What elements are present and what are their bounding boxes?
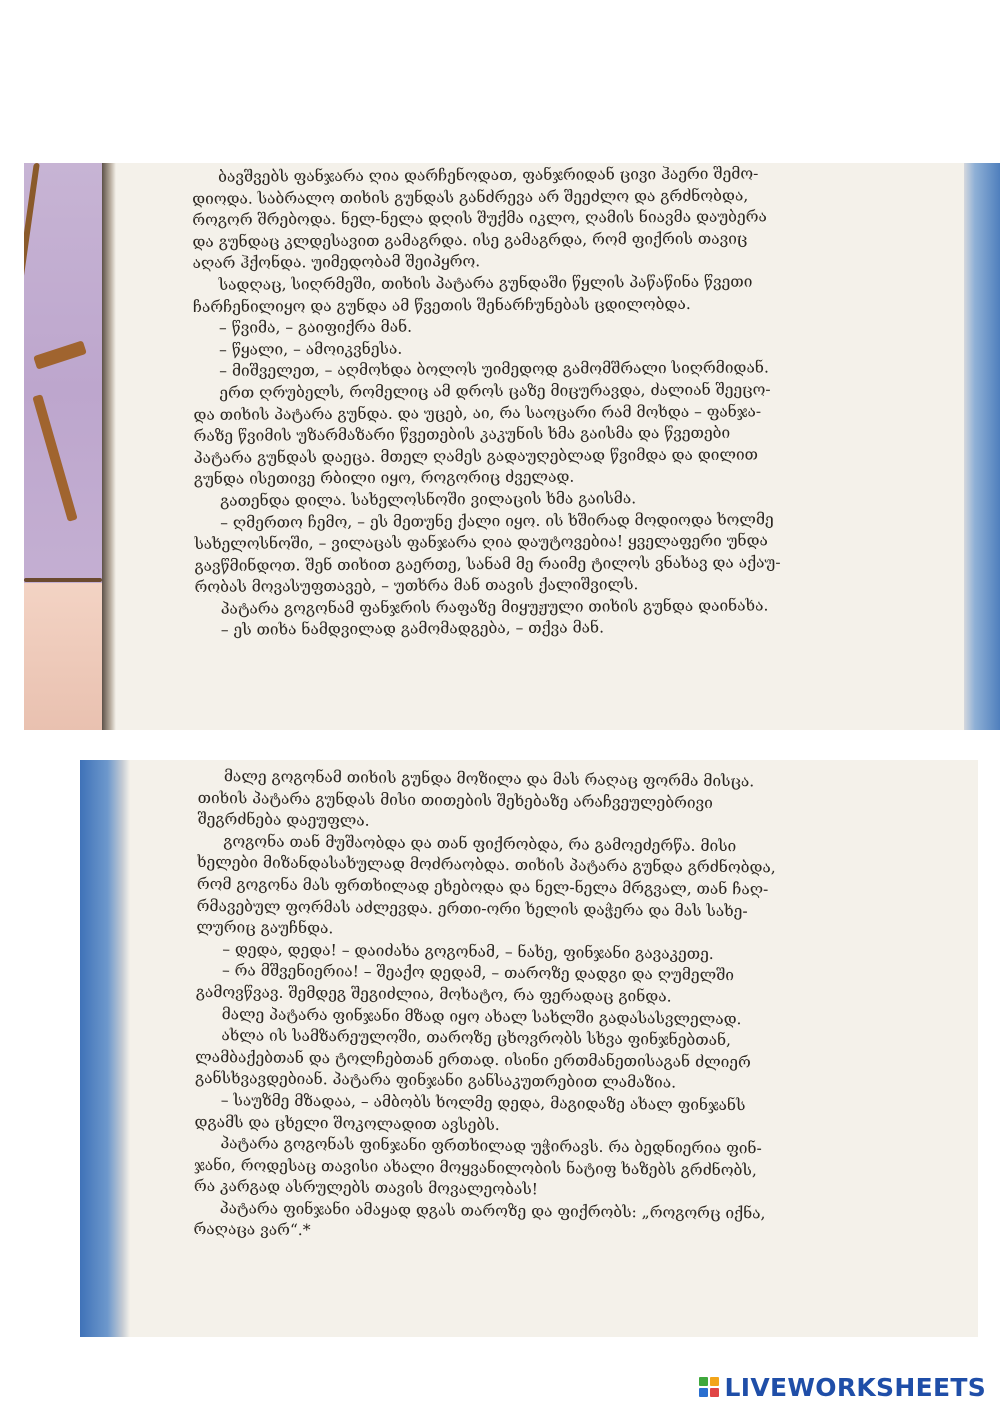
text-line: გათენდა დილა. სახელოსნოში ვილაცის ხმა გაისმა. <box>219 489 637 510</box>
text-line: რაზე წვიმის უზარმაზარი წვეთების კაკუნის ხმა გაისმა და წვეთები <box>193 423 731 446</box>
text-line: – წყალი, – ამოიკვნესა. <box>219 339 403 359</box>
story-text-bottom <box>193 766 978 1249</box>
text-line: გუნდა ისეთივე რბილი იყო, როგორიც ძველად. <box>193 467 575 489</box>
text-line: შეგრძნება დაეუფლა. <box>197 810 370 830</box>
book-cover-edge <box>964 163 1000 730</box>
logo-text: LIVEWORKSHEETS <box>724 1372 986 1402</box>
book-page-top <box>24 163 1000 730</box>
text-line: დგამს და ცხელი შოკოლადით ავსებს. <box>194 1112 500 1134</box>
text-line: სახელოსნოში, – ვილაცას ფანჯარა ღია დაუტოვებია! ყველაფერი უნდა <box>194 531 768 554</box>
logo-square <box>699 1388 708 1397</box>
text-line: რა კარგად ასრულებს თავის მოვალეობას! <box>193 1177 539 1199</box>
text-line: პატარა გოგონას ფინჯანი ფრთხილად უჭირავს. რა ბედნიერია ფინ- <box>220 1134 762 1158</box>
text-line: მალე პატარა ფინჯანი მზად იყო ახალ სახლში გადასასვლელად. <box>221 1004 742 1028</box>
text-line: გამოვწვავ. შემდეგ შეგიძლია, მოხატო, რა ფერადაც გინდა. <box>195 982 672 1006</box>
logo-square <box>699 1377 708 1386</box>
text-line: ხელები მიზანდასახულად მოძრაობდა. თიხის პატარა გუნდა გრძნობდა, <box>196 853 776 877</box>
text-line: პატარა ფინჯანი ამაყად დგას თაროზე და ფიქრობს: „როგორც იქნა, <box>219 1199 766 1223</box>
text-line: მალე გოგონამ თიხის გუნდა მოზილა და მას რაღაც ფორმა მისცა. <box>223 767 755 791</box>
text-line: რაღაცა ვარ“.* <box>193 1220 311 1240</box>
story-text-top <box>192 163 955 642</box>
text-line: აღარ ჰქონდა. უიმედობამ შეიპყრო. <box>192 252 481 273</box>
text-line: ბავშვებს ფანჯარა ღია დარჩენოდათ, ფანჯრიდან ცივი ჰაერი შემო- <box>218 164 759 186</box>
text-line: ახლა ის სამზარეულოში, თაროზე ცხოვრობს სხვა ფინჯნებთან, <box>221 1026 732 1050</box>
text-line: რომ გოგონა მას ფრთხილად ეხებოდა და ნელ-ნელა მრგვალ, თან ჩაღ- <box>196 874 769 899</box>
book-cover-edge <box>80 760 130 1337</box>
text-line: და თიხის პატარა გუნდა. და უცებ, აი, რა საოცარი რამ მოხდა – ფანჯა- <box>193 402 762 424</box>
text-line: და გუნდაც კლდესავით გამაგრდა. ისე გამაგრდა, რომ ფიქრის თავიც <box>192 229 748 251</box>
illustration-floor <box>24 583 102 730</box>
text-line: სადღაც, სიღრმეში, თიხის პატარა გუნდაში წყლის პაწაწინა წვეთი <box>218 272 753 294</box>
text-line: ერთ ღრუბელს, რომელიც ამ დროს ცაზე მიცურავდა, ძალიან შეეცო- <box>219 380 771 402</box>
text-line: – წვიმა, – გაიფიქრა მან. <box>218 317 413 337</box>
text-line: ლურიც გაუჩნდა. <box>196 918 334 938</box>
text-line: – ეს თიხა ნამდვილად გამომადგება, – თქვა მან. <box>220 618 605 640</box>
text-line: ჯანი, როდესაც თავისი ახალი მოყვანილობის ნატიფ ხაზებს გრძნობს, <box>194 1155 757 1180</box>
text-line: – რა მშვენიერია! – შეაქო დედამ, – თაროზე დადგი და ღუმელში <box>221 961 735 985</box>
text-line: როგორ შრებოდა. ნელ-ნელა დღის შუქმა იკლო, ღამის ნიავმა დაუბერა <box>192 207 767 230</box>
text-line: – საუზმე მზადაა, – ამბობს ხოლმე დედა, მაგიდაზე ახალ ფინჯანს <box>220 1091 746 1115</box>
text-line: განსხვავდებიან. პატარა ფინჯანი განსაკუთრებით ლამაზია. <box>194 1069 677 1092</box>
illustration-frame <box>24 163 40 303</box>
text-line: რობას მოვასუფთავებ, – უთხრა მან თავის ქალიშვილს. <box>194 575 639 597</box>
text-line: გავწმინდოთ. შენ თიხით გაერთე, სანამ მე რაიმე ტილოს ვნახავ და აქაუ- <box>194 553 781 575</box>
logo-square <box>710 1388 719 1397</box>
text-line: – ღმერთო ჩემო, – ეს მეთუნე ქალი იყო. ის ხშირად მოდიოდა ხოლმე <box>220 509 774 532</box>
text-line: – დედა, დედა! – დაიძახა გოგონამ, – ნახე, ფინჯანი გავაკეთე. <box>222 939 714 963</box>
text-line: თიხის პატარა გუნდას მისი თითების შეხებაზე არაჩვეულებრივი <box>197 788 713 812</box>
book-page-bottom <box>80 760 978 1337</box>
illustration-chair-leg <box>32 394 77 522</box>
logo-square <box>710 1377 719 1386</box>
text-line: დიოდა. საბრალო თიხის გუნდას განძრევა არ შეეძლო და გრძნობდა, <box>192 186 749 208</box>
illustration-floor-line <box>24 578 102 582</box>
text-line: ლამბაქებთან და ტოლჩებთან ერთად. ისინი ერთმანეთისაგან ძლიერ <box>195 1047 751 1072</box>
text-line: პატარა გუნდას დაეცა. მთელ ღამეს გადაუღებლად წვიმდა და დილით <box>193 445 759 467</box>
liveworksheets-logo <box>699 1373 986 1401</box>
text-line: გოგონა თან მუშაობდა და თან ფიქრობდა, რა გამოეძერწა. მისი <box>223 832 737 855</box>
text-line: პატარა გოგონამ ფანჯრის რაფაზე მიყუჟული თიხის გუნდა დაინახა. <box>220 596 769 618</box>
text-line: რმავებულ ფორმას აძლევდა. ერთი-ორი ხელის დაჭერა და მას სახე- <box>196 896 748 920</box>
logo-mark-icon <box>699 1377 719 1397</box>
text-line: – მიშველეთ, – აღმოხდა ბოლოს უიმედოდ გამომშრალი სიღრმიდან. <box>219 358 769 381</box>
page-gutter-shadow <box>102 163 116 730</box>
text-line: ჩარჩენილიყო და გუნდა ამ წვეთის შენარჩუნებას ცდილობდა. <box>192 294 691 316</box>
page-illustration <box>24 163 102 730</box>
illustration-chair-back <box>33 340 87 369</box>
